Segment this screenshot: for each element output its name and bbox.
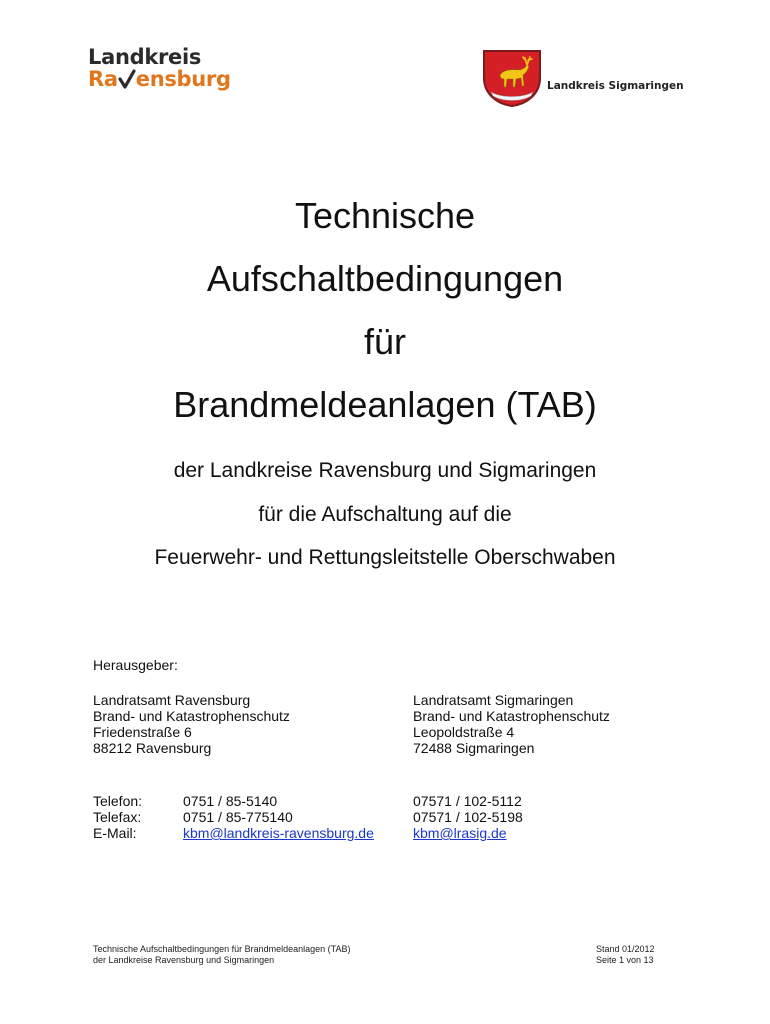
logo-ravensburg-line1: Landkreis: [88, 45, 202, 69]
publisher-right-org: Landratsamt Sigmaringen: [413, 692, 574, 708]
fax-sigmaringen: 07571 / 102-5198: [413, 809, 523, 825]
publisher-right-dept: Brand- und Katastrophenschutz: [413, 708, 610, 724]
fax-label: Telefax:: [93, 809, 142, 825]
footer-left: [93, 944, 351, 966]
logo-sigmaringen-name: Landkreis Sigmaringen: [547, 80, 684, 92]
publisher-left-street: Friedenstraße 6: [93, 724, 192, 740]
title-line-4: Brandmeldeanlagen (TAB): [173, 384, 597, 425]
coat-of-arms-icon: [481, 48, 543, 108]
footer-page-number: Seite 1 von 13: [596, 955, 654, 965]
publisher-left: [93, 692, 290, 756]
phone-label: Telefon:: [93, 793, 143, 809]
phone-sigmaringen: 07571 / 102-5112: [413, 793, 522, 809]
footer-document-title: Technische Aufschaltbedingungen für Brandmeldeanlagen (TAB): [93, 944, 351, 954]
contact-right: [413, 793, 523, 841]
checkmark-icon: [118, 68, 136, 90]
publisher-label: Herausgeber:: [93, 657, 178, 673]
footer-right: [596, 944, 655, 966]
fax-ravensburg: 0751 / 85-775140: [183, 809, 293, 825]
logo-ravensburg-text-a: Ra: [88, 67, 118, 91]
publisher-right-street: Leopoldstraße 4: [413, 724, 515, 740]
email-label: E-Mail:: [93, 825, 137, 841]
title-line-2: Aufschaltbedingungen: [206, 258, 564, 299]
logo-ravensburg-text-b: ensburg: [135, 67, 231, 91]
logo-ravensburg-line2: [88, 68, 288, 90]
subtitle-line-2: für die Aufschaltung auf die: [258, 503, 512, 526]
footer-date: Stand 01/2012: [596, 944, 655, 954]
title-line-1: Technische: [294, 195, 476, 236]
publisher-left-org: Landratsamt Ravensburg: [93, 692, 251, 708]
subtitle-line-3: Feuerwehr- und Rettungsleitstelle Oberschwaben: [154, 546, 616, 569]
title-line-3: für: [363, 321, 406, 362]
publisher-left-dept: Brand- und Katastrophenschutz: [93, 708, 290, 724]
phone-ravensburg: 0751 / 85-5140: [183, 793, 278, 809]
logo-landkreis-ravensburg: [88, 46, 288, 96]
publisher-right: [413, 692, 610, 756]
publisher-left-city: 88212 Ravensburg: [93, 740, 212, 756]
email-link-sigmaringen[interactable]: kbm@lrasig.de: [413, 825, 507, 841]
email-link-ravensburg[interactable]: kbm@landkreis-ravensburg.de: [183, 825, 374, 841]
publisher-right-city: 72488 Sigmaringen: [413, 740, 535, 756]
subtitle-line-1: der Landkreise Ravensburg und Sigmaringen: [173, 459, 597, 482]
logo-landkreis-sigmaringen: [481, 48, 701, 108]
contact-labels: [93, 793, 142, 841]
contact-left: [183, 793, 374, 841]
footer-document-subtitle: der Landkreise Ravensburg und Sigmaringen: [93, 955, 275, 965]
